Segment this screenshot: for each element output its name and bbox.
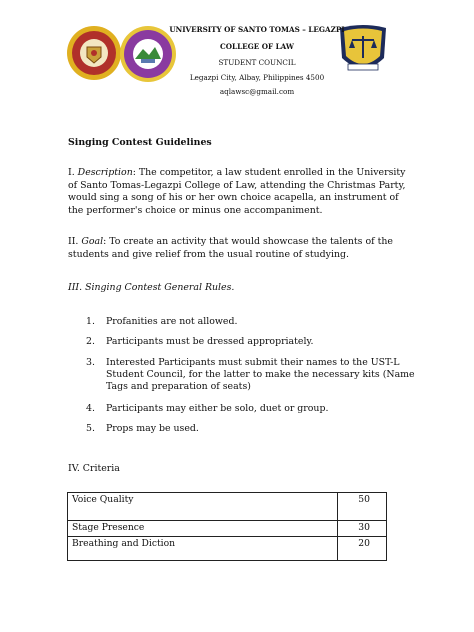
description-label: Description xyxy=(77,167,133,178)
council-name: STUDENT COUNCIL xyxy=(218,58,296,67)
rule-3-line-3: Tags and preparation of seats) xyxy=(106,381,251,392)
criteria-table xyxy=(67,492,387,561)
criteria-label: Stage Presence xyxy=(68,521,338,537)
college-name: COLLEGE OF LAW xyxy=(220,42,294,51)
goal-text: : To create an activity that would showcase the talents of the xyxy=(103,236,393,247)
criteria-score: 50 xyxy=(338,493,387,521)
rule-item-3 xyxy=(86,357,400,370)
rule-text: Participants must be dressed appropriately. xyxy=(106,336,314,347)
description-text: : The competitor, a law student enrolled in the University xyxy=(132,167,406,178)
ust-legazpi-seal xyxy=(66,25,122,81)
rule-number: 4. xyxy=(86,403,95,414)
rule-number: 3. xyxy=(86,357,95,368)
rule-text: Profanities are not allowed. xyxy=(106,316,238,327)
rule-number: 1. xyxy=(86,316,95,327)
description-line-2: of Santo Tomas-Legazpi College of Law, attending the Christmas Party, xyxy=(68,180,406,191)
criteria-label: Breathing and Diction xyxy=(68,537,338,561)
rule-text: Participants may either be solo, duet or group. xyxy=(106,403,329,414)
university-name: UNIVERSITY OF SANTO TOMAS – LEGAZPI xyxy=(169,25,345,34)
rule-3-line-2: Student Council, for the latter to make the necessary kits (Name xyxy=(106,369,415,380)
description-line-3: would sing a song of his or her own choice acapella, an instrument of xyxy=(68,192,399,203)
rule-text-line-1: Interested Participants must submit their names to the UST-L xyxy=(106,357,400,368)
criteria-label: Voice Quality xyxy=(68,493,338,521)
rule-item-4 xyxy=(86,403,329,416)
goal-line-1 xyxy=(68,236,393,249)
table-row xyxy=(68,521,387,537)
address: Legazpi City, Albay, Philippines 4500 xyxy=(189,73,325,82)
goal-line-2: students and give relief from the usual routine of studying. xyxy=(68,249,349,260)
criteria-heading: IV. Criteria xyxy=(68,463,120,474)
email: aqlawsc@gmail.com xyxy=(219,87,295,96)
table-row xyxy=(68,537,387,561)
table-row xyxy=(68,493,387,521)
goal-label: Goal xyxy=(81,236,104,247)
rule-item-5 xyxy=(86,423,199,436)
criteria-score: 30 xyxy=(338,521,387,537)
description-line-4: the performer's choice or minus one accompaniment. xyxy=(68,205,323,216)
description-prefix: I. xyxy=(68,167,78,178)
rules-heading: III. Singing Contest General Rules. xyxy=(68,282,235,293)
description-line-1 xyxy=(68,167,405,180)
rule-number: 2. xyxy=(86,336,95,347)
document-title: Singing Contest Guidelines xyxy=(68,137,212,148)
rule-text: Props may be used. xyxy=(106,423,199,434)
criteria-score: 20 xyxy=(338,537,387,561)
rule-item-2 xyxy=(86,336,314,349)
rule-item-1 xyxy=(86,316,238,329)
goal-prefix: II. xyxy=(68,236,82,247)
rule-number: 5. xyxy=(86,423,95,434)
